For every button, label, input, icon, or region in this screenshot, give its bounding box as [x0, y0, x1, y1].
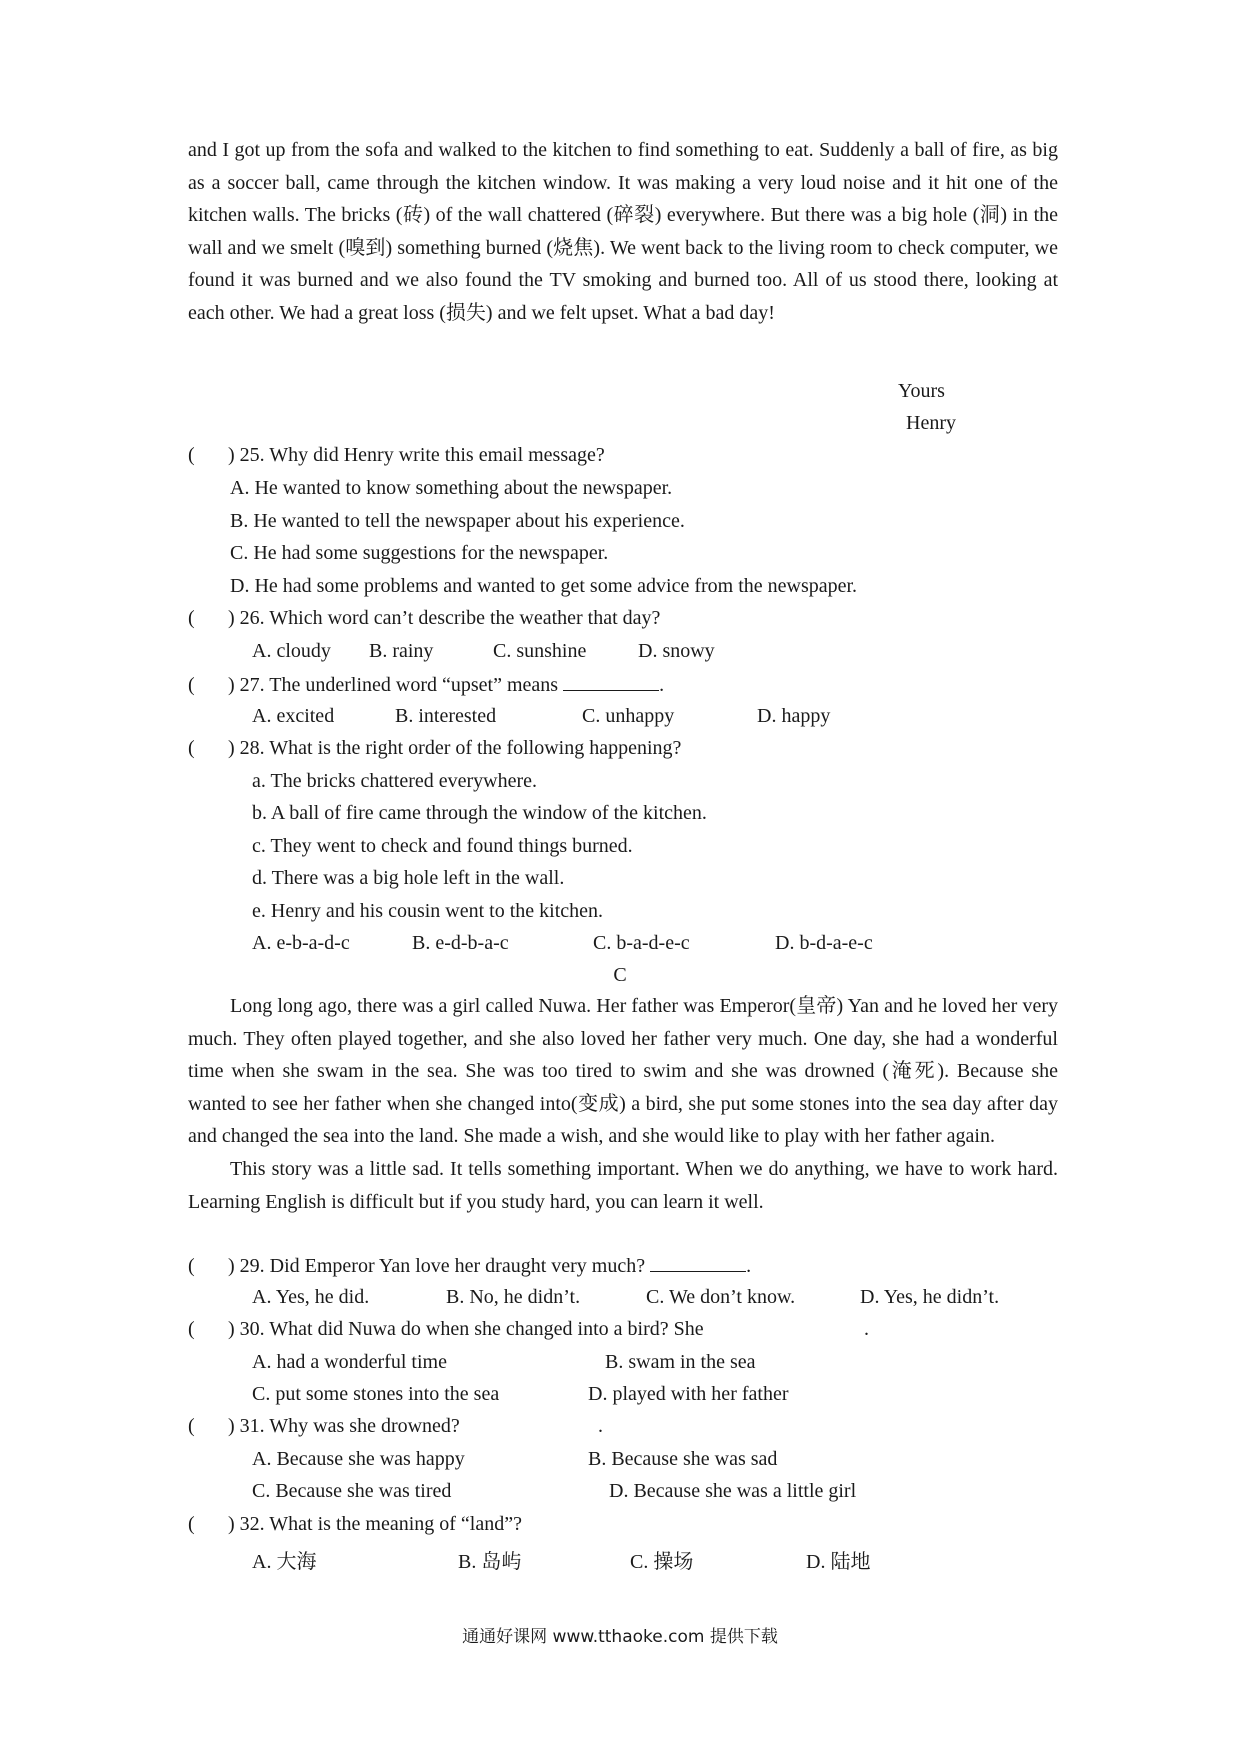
option-b: B. swam in the sea — [605, 1351, 756, 1373]
answer-paren[interactable]: ( — [188, 674, 195, 696]
question-29 — [188, 1253, 751, 1278]
stem-end: . — [864, 1318, 869, 1340]
option-a: A. 大海 — [252, 1551, 317, 1573]
option-a: A. had a wonderful time — [252, 1351, 447, 1373]
letter-signature: Henry — [906, 412, 956, 434]
question-28 — [188, 737, 681, 760]
option-a: A. e-b-a-d-c — [252, 932, 350, 954]
option-d: D. happy — [757, 705, 831, 727]
option-a: A. Because she was happy — [252, 1448, 465, 1470]
option-c: C. unhappy — [582, 705, 675, 727]
option-b: B. interested — [395, 705, 497, 727]
option-b: B. 岛屿 — [458, 1551, 522, 1573]
option-d: D. He had some problems and wanted to get some advice from the newspaper. — [230, 575, 858, 597]
question-stem: ) 32. What is the meaning of “land”? — [228, 1513, 522, 1535]
question-26 — [188, 607, 660, 630]
passage-c-paragraph-1: Long long ago, there was a girl called Nuwa. Her father was Emperor(皇帝) Yan and he loved her very much. They often played together, and she also loved her father very much. One day, she had a wonderful time when she swam in the sea. She was too tired to swim and she was drowned (淹死). Because she wanted to see her father when she changed into(变成) a bird, she put some stones into the sea day after day and changed the sea into the land. She made a wish, and she would like to play with her father again. — [188, 995, 1058, 1148]
passage-c-paragraph-2: This story was a little sad. It tells something important. When we do anything, we have to work hard. Learning English is difficult but if you study hard, you can learn it well. — [188, 1157, 1058, 1213]
question-30 — [188, 1318, 704, 1341]
answer-paren[interactable]: ( — [188, 444, 195, 466]
letter-closing: Yours — [898, 380, 945, 402]
event-e: e. Henry and his cousin went to the kitchen. — [252, 900, 604, 922]
option-c: C. Because she was tired — [252, 1480, 452, 1502]
option-d: D. 陆地 — [806, 1551, 871, 1573]
passage-b-text — [188, 134, 1058, 330]
question-31 — [188, 1415, 460, 1438]
option-c: C. We don’t know. — [646, 1286, 796, 1308]
answer-paren[interactable]: ( — [188, 1318, 195, 1340]
option-a: A. excited — [252, 705, 335, 727]
event-c: c. They went to check and found things burned. — [252, 835, 633, 857]
question-stem: ) 26. Which word can’t describe the weather that day? — [228, 607, 661, 629]
answer-blank[interactable] — [563, 672, 659, 691]
option-c: C. He had some suggestions for the newspaper. — [230, 542, 609, 564]
passage-b-paragraph: and I got up from the sofa and walked to the kitchen to find something to eat. Suddenly a ball of fire, as big as a soccer ball, came through the kitchen window. It was making a very loud noise and it hit one of the kitchen walls. The bricks (砖) of the wall chattered (碎裂) everywhere. But there was a big hole (洞) in the wall and we smelt (嗅到) something burned (烧焦). We went back to the living room to check computer, we found it was burned and we also found the TV smoking and burned too. All of us stood there, looking at each other. We had a great loss (损失) and we felt upset. What a bad day! — [188, 139, 1058, 324]
question-25 — [188, 444, 605, 467]
option-c: C. put some stones into the sea — [252, 1383, 500, 1405]
page-footer: 通通好课网 www.tthaoke.com 提供下载 — [462, 1627, 778, 1647]
option-d: D. snowy — [638, 640, 715, 662]
option-d: D. played with her father — [588, 1383, 789, 1405]
option-b: B. rainy — [369, 640, 434, 662]
answer-paren[interactable]: ( — [188, 1415, 195, 1437]
option-b: B. He wanted to tell the newspaper about his experience. — [230, 510, 685, 532]
answer-paren[interactable]: ( — [188, 737, 195, 759]
stem-end: . — [659, 674, 665, 696]
option-c: C. sunshine — [493, 640, 587, 662]
question-stem: ) 31. Why was she drowned? — [228, 1415, 460, 1437]
option-b: B. Because she was sad — [588, 1448, 778, 1470]
option-d: D. Because she was a little girl — [609, 1480, 857, 1502]
question-stem: ) 29. Did Emperor Yan love her draught very much? — [228, 1255, 646, 1277]
option-d: D. b-d-a-e-c — [775, 932, 873, 954]
question-27 — [188, 672, 664, 697]
question-stem: ) 25. Why did Henry write this email message? — [228, 444, 605, 466]
question-stem: ) 27. The underlined word “upset” means — [228, 674, 559, 696]
option-c: C. 操场 — [630, 1551, 694, 1573]
option-a: A. cloudy — [252, 640, 331, 662]
question-32 — [188, 1513, 522, 1536]
event-a: a. The bricks chattered everywhere. — [252, 770, 538, 792]
answer-blank[interactable] — [650, 1253, 746, 1272]
answer-paren[interactable]: ( — [188, 607, 195, 629]
section-heading: C — [613, 964, 627, 986]
option-b: B. No, he didn’t. — [446, 1286, 581, 1308]
question-stem: ) 30. What did Nuwa do when she changed into a bird? She — [228, 1318, 704, 1340]
stem-end: . — [746, 1255, 752, 1277]
question-stem: ) 28. What is the right order of the following happening? — [228, 737, 682, 759]
option-d: D. Yes, he didn’t. — [860, 1286, 1000, 1308]
answer-paren[interactable]: ( — [188, 1255, 195, 1277]
option-a: A. Yes, he did. — [252, 1286, 370, 1308]
event-d: d. There was a big hole left in the wall. — [252, 867, 565, 889]
passage-c-text — [188, 990, 1058, 1218]
option-c: C. b-a-d-e-c — [593, 932, 690, 954]
option-a: A. He wanted to know something about the newspaper. — [230, 477, 673, 499]
stem-end: . — [598, 1415, 603, 1437]
option-b: B. e-d-b-a-c — [412, 932, 509, 954]
answer-paren[interactable]: ( — [188, 1513, 195, 1535]
event-b: b. A ball of fire came through the window of the kitchen. — [252, 802, 707, 824]
